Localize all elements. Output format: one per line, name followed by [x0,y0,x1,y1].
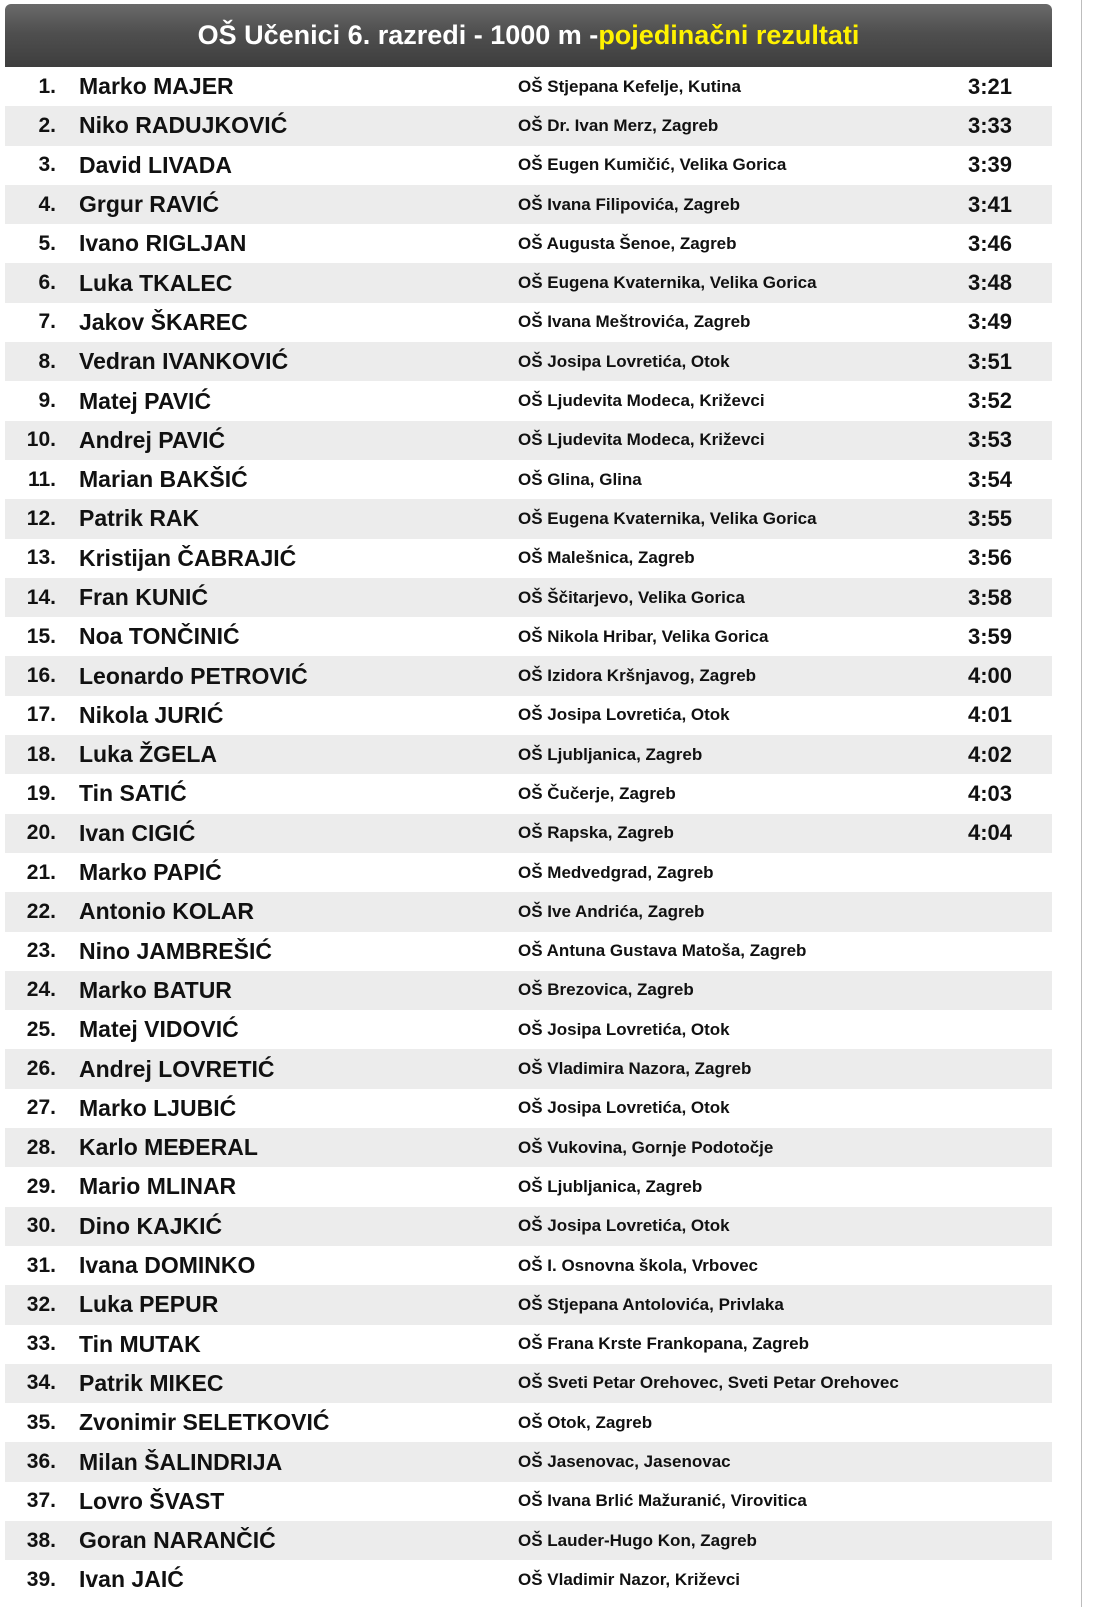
table-row [5,696,1052,735]
result-time: 3:54 [967,466,1012,492]
athlete-name: Nino JAMBREŠIĆ [79,937,272,964]
school-name: OŠ Sveti Petar Orehovec, Sveti Petar Orehovec [518,1373,899,1393]
athlete-name: Kristijan ČABRAJIĆ [79,544,297,571]
table-row [5,1364,1052,1403]
athlete-name: Dino KAJKIĆ [79,1212,223,1239]
table-row [5,67,1052,106]
result-rank: 34. [26,1371,56,1395]
result-rank: 35. [26,1410,56,1434]
table-row [5,499,1052,538]
result-rank: 7. [38,310,56,334]
result-time: 3:21 [967,73,1012,99]
result-rank: 2. [38,113,56,137]
result-rank: 22. [26,899,56,923]
school-name: OŠ Eugena Kvaternika, Velika Gorica [518,273,817,293]
school-name: OŠ Čučerje, Zagreb [518,783,676,803]
result-time: 3:33 [967,112,1012,138]
school-name: OŠ Nikola Hribar, Velika Gorica [518,626,769,646]
result-rank: 26. [26,1057,56,1081]
school-name: OŠ Lauder-Hugo Kon, Zagreb [518,1530,757,1550]
result-time: 4:01 [967,702,1012,728]
table-row [5,1010,1052,1049]
result-rank: 23. [26,939,56,963]
table-row [5,185,1052,224]
athlete-name: Fran KUNIĆ [79,584,209,610]
table-row [5,932,1052,971]
table-row [5,578,1052,617]
result-rank: 24. [26,978,56,1002]
athlete-name: Grgur RAVIĆ [79,191,220,218]
school-name: OŠ Vukovina, Gornje Podotočje [518,1137,774,1157]
school-name: OŠ Josipa Lovretića, Otok [518,1216,730,1236]
school-name: OŠ Ljubljanica, Zagreb [518,1176,703,1196]
result-rank: 10. [26,428,56,452]
school-name: OŠ Stjepana Antolovića, Privlaka [518,1294,784,1314]
table-row [5,1285,1052,1324]
school-name: OŠ Otok, Zagreb [518,1412,653,1432]
school-name: OŠ Ivana Brlić Mažuranić, Virovitica [518,1491,807,1511]
table-row [5,1246,1052,1285]
result-time: 3:39 [967,152,1012,178]
table-row [5,1521,1052,1560]
result-rank: 19. [26,781,56,805]
athlete-name: Ivan JAIĆ [79,1566,184,1593]
school-name: OŠ Izidora Kršnjavog, Zagreb [518,666,757,686]
athlete-name: Patrik MIKEC [79,1369,224,1396]
school-name: OŠ Ivana Filipovića, Zagreb [518,194,741,214]
result-rank: 39. [26,1567,56,1591]
table-row [5,146,1052,185]
result-rank: 31. [26,1253,56,1277]
result-rank: 12. [26,506,56,530]
result-rank: 33. [26,1332,56,1356]
table-row [5,656,1052,695]
result-time: 4:02 [967,741,1012,767]
athlete-name: Noa TONČINIĆ [79,623,240,650]
table-row [5,774,1052,813]
school-name: OŠ Glina, Glina [518,469,642,489]
athlete-name: Antonio KOLAR [79,898,255,925]
result-time: 3:49 [967,309,1012,335]
table-row [5,460,1052,499]
athlete-name: Andrej PAVIĆ [79,426,226,453]
table-row [5,892,1052,931]
table-row [5,814,1052,853]
result-rank: 9. [38,389,56,413]
school-name: OŠ Ščitarjevo, Velika Gorica [518,587,745,607]
school-name: OŠ Jasenovac, Jasenovac [518,1452,731,1472]
school-name: OŠ Augusta Šenoe, Zagreb [518,233,737,253]
athlete-name: Patrik RAK [79,505,200,532]
table-row [5,1089,1052,1128]
athlete-name: Matej PAVIĆ [79,387,212,414]
school-name: OŠ Josipa Lovretića, Otok [518,705,730,725]
table-row [5,1442,1052,1481]
page-edge-line [1081,0,1082,1607]
table-row [5,1482,1052,1521]
school-name: OŠ Frana Krste Frankopana, Zagreb [518,1334,809,1354]
school-name: OŠ I. Osnovna škola, Vrbovec [518,1255,758,1275]
athlete-name: Tin MUTAK [79,1330,201,1357]
result-rank: 38. [26,1528,56,1552]
athlete-name: Vedran IVANKOVIĆ [79,348,289,375]
result-rank: 28. [26,1135,56,1159]
athlete-name: Milan ŠALINDRIJA [79,1448,283,1475]
result-rank: 4. [38,192,56,216]
result-rank: 1. [38,74,56,98]
result-rank: 8. [38,349,56,373]
table-row [5,1128,1052,1167]
table-row [5,853,1052,892]
result-rank: 36. [26,1450,56,1474]
athlete-name: Lovro ŠVAST [79,1487,225,1514]
result-time: 3:53 [967,427,1012,453]
athlete-name: Andrej LOVRETIĆ [79,1055,275,1082]
table-row [5,381,1052,420]
result-rank: 3. [38,153,56,177]
school-name: OŠ Malešnica, Zagreb [518,548,695,568]
athlete-name: Goran NARANČIĆ [79,1527,276,1554]
result-time: 3:56 [967,545,1012,571]
result-time: 4:03 [967,780,1012,806]
table-header [5,4,1052,67]
athlete-name: Ivan CIGIĆ [79,819,196,846]
result-time: 3:51 [967,348,1012,374]
header-title-highlight: pojedinačni rezultati [598,20,860,50]
school-name: OŠ Antuna Gustava Matoša, Zagreb [518,941,807,961]
result-time: 3:59 [967,623,1012,649]
school-name: OŠ Vladimir Nazor, Križevci [518,1569,741,1589]
result-time: 4:04 [967,820,1012,846]
table-row [5,303,1052,342]
result-time: 3:48 [967,270,1012,296]
result-rank: 6. [38,271,56,295]
athlete-name: Jakov ŠKAREC [79,308,248,335]
result-time: 3:58 [967,584,1012,610]
result-rank: 18. [26,742,56,766]
table-row [5,539,1052,578]
result-rank: 15. [26,624,56,648]
school-name: OŠ Ivana Meštrovića, Zagreb [518,312,751,332]
athlete-name: Marian BAKŠIĆ [79,466,248,493]
athlete-name: Zvonimir SELETKOVIĆ [79,1409,330,1436]
athlete-name: Matej VIDOVIĆ [79,1016,239,1043]
result-rank: 29. [26,1174,56,1198]
result-rank: 27. [26,1096,56,1120]
school-name: OŠ Eugen Kumičić, Velika Gorica [518,155,787,175]
school-name: OŠ Josipa Lovretića, Otok [518,1019,730,1039]
school-name: OŠ Josipa Lovretića, Otok [518,351,730,371]
athlete-name: Karlo MEĐERAL [79,1134,258,1161]
school-name: OŠ Josipa Lovretića, Otok [518,1098,730,1118]
athlete-name: David LIVADA [79,151,232,178]
athlete-name: Tin SATIĆ [79,780,187,807]
table-row [5,1207,1052,1246]
results-table [5,4,1052,1600]
school-name: OŠ Vladimira Nazora, Zagreb [518,1059,752,1079]
athlete-name: Luka PEPUR [79,1291,219,1318]
result-rank: 32. [26,1292,56,1316]
athlete-name: Mario MLINAR [79,1173,237,1200]
result-rank: 17. [26,703,56,727]
table-row [5,735,1052,774]
table-row [5,224,1052,263]
result-rank: 20. [26,821,56,845]
athlete-name: Luka ŽGELA [79,741,218,768]
result-rank: 16. [26,664,56,688]
result-rank: 21. [26,860,56,884]
athlete-name: Nikola JURIĆ [79,701,224,728]
table-row [5,1049,1052,1088]
school-name: OŠ Ljubljanica, Zagreb [518,744,703,764]
school-name: OŠ Medvedgrad, Zagreb [518,862,714,882]
athlete-name: Marko BATUR [79,976,232,1003]
result-rank: 37. [26,1489,56,1513]
athlete-name: Luka TKALEC [79,269,233,296]
table-row [5,106,1052,145]
table-row [5,1403,1052,1442]
table-row [5,342,1052,381]
athlete-name: Marko PAPIĆ [79,859,222,886]
athlete-name: Leonardo PETROVIĆ [79,662,308,689]
table-row [5,263,1052,302]
table-row [5,617,1052,656]
athlete-name: Niko RADUJKOVIĆ [79,112,288,139]
school-name: OŠ Eugena Kvaternika, Velika Gorica [518,508,817,528]
table-row [5,1560,1052,1599]
result-rank: 25. [26,1017,56,1041]
table-row [5,971,1052,1010]
athlete-name: Marko LJUBIĆ [79,1094,237,1121]
school-name: OŠ Ljudevita Modeca, Križevci [518,391,765,411]
result-rank: 13. [26,546,56,570]
school-name: OŠ Stjepana Kefelje, Kutina [518,76,741,96]
school-name: OŠ Ive Andrića, Zagreb [518,901,705,921]
school-name: OŠ Brezovica, Zagreb [518,980,694,1000]
athlete-name: Ivano RIGLJAN [79,230,247,257]
result-time: 3:55 [967,505,1012,531]
result-time: 3:46 [967,230,1012,256]
result-rank: 14. [26,585,56,609]
athlete-name: Marko MAJER [79,73,234,100]
result-rank: 5. [38,231,56,255]
school-name: OŠ Rapska, Zagreb [518,823,674,843]
results-list [5,67,1052,1600]
result-rank: 30. [26,1214,56,1238]
school-name: OŠ Dr. Ivan Merz, Zagreb [518,115,719,135]
table-row [5,1167,1052,1206]
result-time: 3:52 [967,388,1012,414]
result-time: 4:00 [967,663,1012,689]
athlete-name: Ivana DOMINKO [79,1252,256,1279]
header-title: OŠ Učenici 6. razredi - 1000 m - [197,20,599,50]
table-row [5,421,1052,460]
result-time: 3:41 [967,191,1012,217]
school-name: OŠ Ljudevita Modeca, Križevci [518,430,765,450]
result-rank: 11. [27,467,56,491]
table-row [5,1325,1052,1364]
